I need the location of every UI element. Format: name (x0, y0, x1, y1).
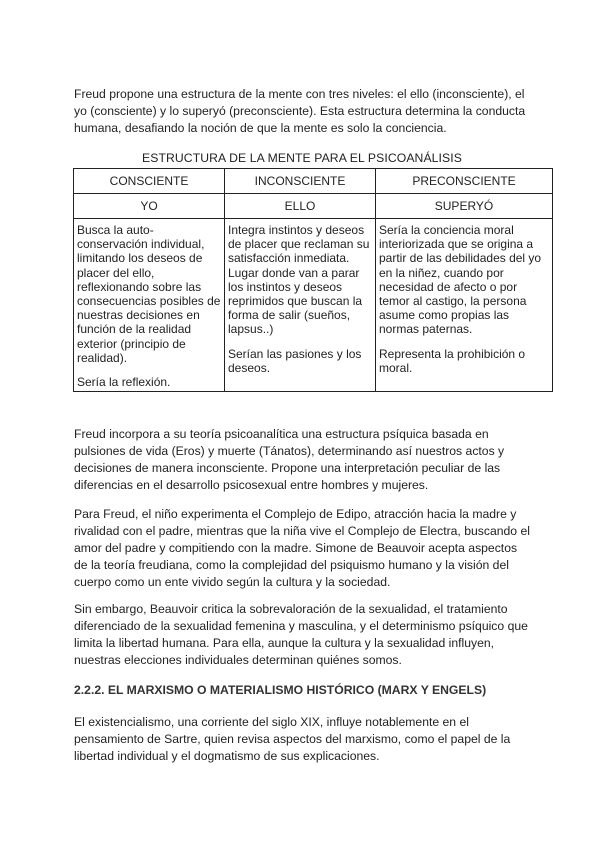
table-row-instances (74, 194, 553, 219)
paragraph-beauvoir: Sin embargo, Beauvoir critica la sobrevaloración de la sexualidad, el tratamiento diferenciado de la sexualidad femenina y masculina, y el determinismo psíquico que limita la libertad humana. Para ella, aunque la cultura y la sexualidad influyen, nuestras elecciones individuales determinan quiénes somos. (74, 602, 528, 667)
table-row-levels (74, 169, 553, 194)
header-yo: YO (74, 194, 225, 219)
cell-ello (225, 219, 376, 392)
table-row-descriptions (74, 219, 553, 392)
yo-description: Busca la auto-conservación individual, limitando los deseos de placer del ello, reflexionando sobre las consecuencias posibles de nuestras decisiones en función de la realidad exterior (principio de realidad). (77, 223, 221, 365)
ello-description-1: Integra instintos y deseos de placer que reclaman su satisfacción inmediata. (228, 223, 370, 266)
mind-structure-table (73, 168, 553, 392)
header-consciente: CONSCIENTE (74, 169, 225, 194)
superyo-description: Sería la conciencia moral interiorizada que se origina a partir de las debilidades del yo en la niñez, cuando por necesidad de afecto o por temor al castigo, la persona asume como propias las normas paternas. (379, 223, 542, 337)
paragraph-pulsiones: Freud incorpora a su teoría psicoanalítica una estructura psíquica basada en pulsiones de vida (Eros) y muerte (Tánatos), determinando así nuestros actos y decisiones de manera inconsciente. Propone una interpretación peculiar de las diferencias en el desarrollo psicosexual entre hombres y mujeres. (74, 427, 505, 492)
ello-note: Serían las pasiones y los deseos. (228, 346, 362, 375)
header-preconsciente: PRECONSCIENTE (376, 169, 553, 194)
intro-paragraph: Freud propone una estructura de la mente con tres niveles: el ello (inconsciente), el yo (consciente) y lo superyó (preconsciente). Esta estructura determina la conducta humana, desafiando la noción de que la mente es solo la conciencia. (74, 87, 526, 135)
header-ello: ELLO (225, 194, 376, 219)
ello-description-2: Lugar donde van a parar los instintos y deseos reprimidos que buscan la forma de salir (sueños, lapsus..) (228, 265, 363, 337)
header-inconsciente: INCONSCIENTE (225, 169, 376, 194)
paragraph-existencialismo: El existencialismo, una corriente del siglo XIX, influye notablemente en el pensamiento de Sartre, quien revisa aspectos del marxismo, como el papel de la libertad individual y el dogmatismo de sus explicaciones. (74, 715, 511, 763)
header-superyo: SUPERYÓ (376, 194, 553, 219)
cell-superyo (376, 219, 553, 392)
section-heading: 2.2.2. EL MARXISMO O MATERIALISMO HISTÓRICO (MARX Y ENGELS) (74, 683, 487, 697)
table-caption: ESTRUCTURA DE LA MENTE PARA EL PSICOANÁLISIS (141, 151, 462, 165)
yo-note: Sería la reflexión. (77, 375, 171, 390)
paragraph-edipo: Para Freud, el niño experimenta el Complejo de Edipo, atracción hacia la madre y rivalidad con el padre, mientras que la niña vive el Complejo de Electra, buscando el amor del padre y compitiendo con la madre. Simone de Beauvoir acepta aspectos de la teoría freudiana, como la complejidad del psiquismo humano y la visión del cuerpo como un ente vivido según la cultura y la sociedad. (74, 507, 530, 589)
superyo-note: Representa la prohibición o moral. (379, 346, 526, 375)
cell-yo (74, 219, 225, 392)
